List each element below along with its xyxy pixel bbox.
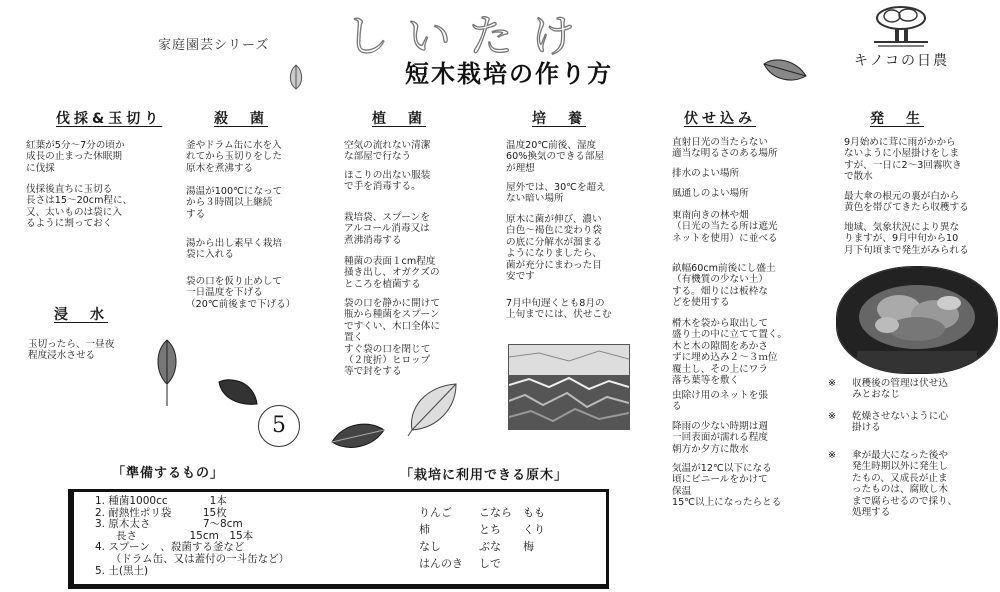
laying-text: 降雨の少ない時期は週 一回表面が濡れる程度 朝方か夕方に散水: [672, 421, 768, 455]
laying-text: 気温が12℃以下になる 頃にビニールをかけて 保温 15℃以上になったらとる: [672, 463, 782, 509]
sterilize-text: 湯温が100℃になって から３時間以上継続 する: [186, 186, 283, 220]
leaf-icon: [150, 338, 184, 412]
inoculate-text: 栽培袋、スプーンを アルコール消毒又は 煮沸消毒する: [344, 212, 430, 246]
leaf-icon: [285, 64, 307, 94]
fruiting-text: 地域、気象状況により異な りますが、9月中旬から10 月下旬頃まで発生がみられる: [844, 222, 969, 256]
section-heading-harvest: 伐採&玉切り: [56, 111, 163, 127]
section-heading-inoculate: 植 菌: [372, 111, 426, 127]
brand-title-art: しいたけ: [345, 11, 593, 62]
wood-name: もも: [523, 506, 545, 519]
inoculate-text: 空気の流れない清潔 な部屋で行なう: [344, 140, 431, 163]
prep-heading: 「準備するもの」: [112, 466, 225, 481]
wood-name: 梅: [523, 540, 534, 553]
wood-name: とち: [479, 523, 501, 536]
inoculate-text: ほこりの出ない服装 で手を消毒する。: [344, 170, 431, 193]
brand-name: キノコの日農: [854, 53, 950, 69]
wood-name: ぶな: [479, 540, 501, 553]
wood-name: はんのき: [419, 557, 463, 570]
laying-text: 東南向きの林や畑 （日光の当たる所は遮光 ネットを使用）に並べる: [672, 210, 778, 244]
fruiting-note: 収穫後の管理は伏せ込 みとおなじ: [852, 378, 948, 401]
woods-heading: 「栽培に利用できる原木」: [400, 468, 569, 483]
harvest-text: 紅葉が5分～7分の頃か 成長の止まった休眠期 に伐採: [26, 140, 125, 174]
leaf-icon: [762, 58, 808, 88]
fruiting-note: 傘が最大になった後や 発生時期以外に発生し たもの、又成長が止ま ったものは、腐敗し木 まで腐らせるので採り、 処理する: [852, 450, 958, 519]
harvest-text: 伐採後直ちに玉切る 長さは15～20cm程に、 又、太いものは袋に入 るように割っておく: [26, 184, 133, 230]
section-heading-soak: 浸 水: [54, 307, 108, 323]
mushroom-photo: [836, 266, 998, 374]
culture-text: 7月中旬遅くとも8月の 上旬までには、伏せこむ: [506, 298, 612, 321]
inoculate-text: 種菌の表面１cm程度 掻き出し、オガクズの ところを植菌する: [344, 256, 440, 290]
section-heading-culture: 培 養: [532, 111, 586, 127]
leaf-icon: [216, 376, 260, 412]
section-heading-fruiting: 発 生: [870, 111, 924, 127]
laying-text: 風通しのよい場所: [672, 188, 749, 199]
laying-text: 畝幅60cm前後にし盛土 （有機質の少ない土） する。畑りには板枠な どを使用する: [672, 263, 776, 309]
culture-photo: [508, 344, 630, 430]
laying-text: 直射日光の当たらない 適当な明るさのある場所: [672, 137, 778, 160]
section-heading-laying: 伏せ込み: [684, 111, 756, 127]
page-number: 5: [258, 405, 300, 447]
sterilize-text: 袋の口を仮り止めして 一日温度を下げる （20℃前後まで下げる）: [186, 276, 296, 310]
laying-text: 榾木を袋から取出して 盛り土の中に立てて置く。 木と木の隙間をあかさ ずに埋め込み２～３ｍ位 覆土し、その上にワラ 落ち葉等を敷く: [672, 318, 787, 387]
page-title: 短木栽培の作り方: [405, 60, 613, 88]
wood-name: [523, 557, 563, 571]
fruiting-text: 最大傘の根元の裏が白から 黄色を帯びてきたら収穫する: [844, 191, 969, 214]
wood-name: しで: [479, 557, 501, 570]
series-label: 家庭園芸シリーズ: [158, 38, 270, 53]
wood-name: くり: [523, 523, 545, 536]
fruiting-text: 9月始めに茸に雨がかから ないように小屋掛けをしま すが、一日に2～3回霧吹き で散水: [844, 137, 962, 183]
wood-name: りんご: [419, 506, 452, 519]
woods-grid: [419, 506, 563, 571]
fruiting-note-mark: ※: [828, 411, 837, 422]
fruiting-note-mark: ※: [828, 450, 837, 461]
culture-text: 屋外では、30℃を超え ない暗い場所: [506, 182, 606, 205]
sterilize-text: 湯から出し素早く栽培 袋に入れる: [186, 238, 282, 261]
wood-name: なし: [419, 540, 441, 553]
leaf-icon: [406, 380, 460, 440]
laying-text: 虫除け用のネットを張 る: [672, 390, 768, 413]
fruiting-note: 乾燥させないように心 掛ける: [852, 411, 948, 434]
soak-text: 玉切ったら、一昼夜 程度浸水させる: [28, 339, 115, 362]
prep-list: 1. 種菌1000cc 1本 2. 耐熱性ポリ袋 15枚 3. 原木太さ 7～8cm 長さ 15cm 15本 4. スプーン 、殺菌する釜など （ドラム缶、又は蓋付の一斗缶など） 5. 土(黒土): [95, 495, 290, 577]
fruiting-note-mark: ※: [828, 378, 837, 389]
laying-text: 排水のよい場所: [672, 168, 740, 179]
wood-name: 柿: [419, 523, 430, 536]
leaf-icon: [330, 418, 386, 456]
section-heading-sterilize: 殺 菌: [214, 111, 268, 127]
culture-text: 温度20℃前後、湿度 60%換気のできる部屋 が理想: [506, 140, 605, 174]
inoculate-text: 袋の口を静かに開けて 瓶から種菌をスプーン ですくい、木口全体に 置く すぐ袋の口を閉じて （２度折）ヒロップ 等で封をする: [344, 298, 440, 378]
wood-name: こなら: [479, 506, 512, 519]
tree-logo-icon: [870, 4, 932, 52]
culture-text: 原木に菌が伸び、濃い 白色～褐色に変わり袋 の底に分解水が溜まる ようになりましたら、 菌が充分にまわった目 安です: [506, 214, 602, 283]
sterilize-text: 釜やドラム缶に水を入 れてから玉切りをした 原木を煮沸する: [186, 140, 282, 174]
